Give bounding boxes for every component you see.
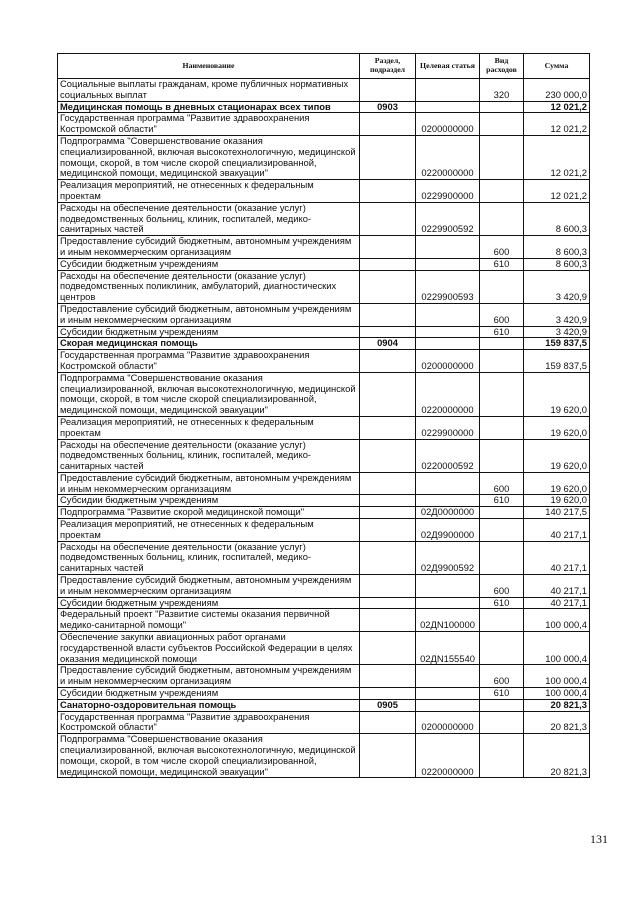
cell-section: [360, 597, 416, 609]
cell-section: [360, 350, 416, 373]
table-row: [58, 258, 590, 270]
cell-name: Предоставление субсидий бюджетным, автономным учреждениям и иным некоммерческим организациям: [58, 575, 360, 598]
cell-name: Подпрограмма "Совершенствование оказания специализированной, включая высокотехнологичную, медицинской помощи, скорой, в том числе скорой специализированной, медицинской помощи, медицинской эвакуации": [58, 372, 360, 416]
table-body: [58, 79, 590, 778]
cell-sum: 12 021,2: [524, 135, 590, 179]
cell-kind: 600: [480, 575, 524, 598]
cell-name: Расходы на обеспечение деятельности (оказание услуг) подведомственных больниц, клиник, госпиталей, медико-санитарных частей: [58, 439, 360, 472]
cell-sum: 8 600,3: [524, 258, 590, 270]
cell-name: Обеспечение закупки авиационных работ органами государственной власти субъектов Российской Федерации в целях оказания медицинской помощи: [58, 632, 360, 665]
cell-sum: 40 217,1: [524, 519, 590, 542]
table-row: [58, 699, 590, 711]
cell-name: Расходы на обеспечение деятельности (оказание услуг) подведомственных больниц, клиник, госпиталей, медико-санитарных частей: [58, 541, 360, 574]
cell-sum: 19 620,0: [524, 416, 590, 439]
cell-sum: 19 620,0: [524, 372, 590, 416]
table-row: [58, 472, 590, 495]
cell-kind: 610: [480, 688, 524, 700]
cell-target: 0220000000: [416, 372, 480, 416]
cell-section: [360, 575, 416, 598]
cell-name: Реализация мероприятий, не отнесенных к федеральным проектам: [58, 180, 360, 203]
cell-target: 0220000592: [416, 439, 480, 472]
cell-sum: 3 420,9: [524, 326, 590, 338]
cell-sum: 100 000,4: [524, 609, 590, 632]
table-row: [58, 597, 590, 609]
cell-target: [416, 258, 480, 270]
cell-kind: [480, 113, 524, 136]
cell-sum: 40 217,1: [524, 575, 590, 598]
cell-section: [360, 495, 416, 507]
cell-kind: 610: [480, 597, 524, 609]
cell-sum: 230 000,0: [524, 79, 590, 102]
table-row: [58, 416, 590, 439]
header-sum: Сумма: [524, 54, 590, 79]
cell-target: 02Д9900592: [416, 541, 480, 574]
cell-name: Предоставление субсидий бюджетным, автономным учреждениям и иным некоммерческим организациям: [58, 236, 360, 259]
budget-table: [57, 53, 590, 778]
table-row: [58, 113, 590, 136]
table-row: [58, 101, 590, 113]
table-row: [58, 135, 590, 179]
cell-target: [416, 495, 480, 507]
cell-target: 0220000000: [416, 135, 480, 179]
cell-sum: 20 821,3: [524, 711, 590, 734]
cell-name: Расходы на обеспечение деятельности (оказание услуг) подведомственных больниц, клиник, госпиталей, медико-санитарных частей: [58, 202, 360, 235]
cell-target: 0200000000: [416, 711, 480, 734]
cell-sum: 159 837,5: [524, 350, 590, 373]
cell-target: 0229900000: [416, 180, 480, 203]
cell-name: Государственная программа "Развитие здравоохранения Костромской области": [58, 711, 360, 734]
table-row: [58, 326, 590, 338]
cell-target: [416, 101, 480, 113]
cell-name: Предоставление субсидий бюджетным, автономным учреждениям и иным некоммерческим организациям: [58, 665, 360, 688]
cell-kind: [480, 416, 524, 439]
cell-name: Подпрограмма "Совершенствование оказания специализированной, включая высокотехнологичную, медицинской помощи, скорой, в том числе скорой специализированной, медицинской помощи, медицинской эвакуации": [58, 734, 360, 778]
cell-section: [360, 519, 416, 542]
cell-target: [416, 699, 480, 711]
cell-kind: [480, 519, 524, 542]
cell-target: [416, 326, 480, 338]
cell-target: [416, 338, 480, 350]
cell-section: [360, 609, 416, 632]
cell-section: [360, 180, 416, 203]
table-row: [58, 338, 590, 350]
cell-kind: [480, 180, 524, 203]
cell-kind: [480, 699, 524, 711]
table-row: [58, 439, 590, 472]
cell-name: Подпрограмма "Совершенствование оказания специализированной, включая высокотехнологичную, медицинской помощи, скорой, в том числе скорой специализированной, медицинской помощи, медицинской эвакуации": [58, 135, 360, 179]
cell-sum: 8 600,3: [524, 236, 590, 259]
cell-name: Реализация мероприятий, не отнесенных к федеральным проектам: [58, 519, 360, 542]
page-number: 131: [590, 832, 608, 846]
table-row: [58, 372, 590, 416]
cell-section: [360, 258, 416, 270]
cell-name: Государственная программа "Развитие здравоохранения Костромской области": [58, 113, 360, 136]
cell-section: 0904: [360, 338, 416, 350]
cell-section: 0905: [360, 699, 416, 711]
cell-sum: 100 000,4: [524, 688, 590, 700]
cell-section: [360, 270, 416, 303]
cell-sum: 12 021,2: [524, 113, 590, 136]
cell-kind: [480, 270, 524, 303]
cell-sum: 140 217,5: [524, 507, 590, 519]
cell-section: [360, 236, 416, 259]
cell-name: Субсидии бюджетным учреждениям: [58, 597, 360, 609]
cell-name: Подпрограмма "Развитие скорой медицинской помощи": [58, 507, 360, 519]
table-row: [58, 575, 590, 598]
cell-section: [360, 711, 416, 734]
table-row: [58, 632, 590, 665]
cell-kind: [480, 541, 524, 574]
cell-name: Федеральный проект "Развитие системы оказания первичной медико-санитарной помощи": [58, 609, 360, 632]
cell-target: [416, 665, 480, 688]
cell-target: [416, 79, 480, 102]
cell-target: [416, 472, 480, 495]
cell-kind: 600: [480, 303, 524, 326]
cell-target: 02ДN100000: [416, 609, 480, 632]
cell-name: Санаторно-оздоровительная помощь: [58, 699, 360, 711]
cell-section: 0903: [360, 101, 416, 113]
cell-kind: [480, 350, 524, 373]
cell-sum: 19 620,0: [524, 439, 590, 472]
cell-sum: 19 620,0: [524, 472, 590, 495]
table-row: [58, 711, 590, 734]
cell-kind: 610: [480, 258, 524, 270]
table-row: [58, 495, 590, 507]
cell-sum: 19 620,0: [524, 495, 590, 507]
cell-section: [360, 202, 416, 235]
cell-kind: [480, 101, 524, 113]
table-row: [58, 541, 590, 574]
cell-kind: [480, 632, 524, 665]
cell-section: [360, 303, 416, 326]
cell-sum: 40 217,1: [524, 541, 590, 574]
cell-section: [360, 734, 416, 778]
cell-kind: [480, 711, 524, 734]
cell-sum: 8 600,3: [524, 202, 590, 235]
cell-name: Социальные выплаты гражданам, кроме публичных нормативных социальных выплат: [58, 79, 360, 102]
cell-name: Субсидии бюджетным учреждениям: [58, 258, 360, 270]
cell-sum: 3 420,9: [524, 303, 590, 326]
cell-kind: [480, 372, 524, 416]
cell-name: Субсидии бюджетным учреждениям: [58, 688, 360, 700]
cell-name: Расходы на обеспечение деятельности (оказание услуг) подведомственных поликлиник, амбулаторий, диагностических центров: [58, 270, 360, 303]
table-row: [58, 303, 590, 326]
table-row: [58, 180, 590, 203]
cell-kind: [480, 202, 524, 235]
cell-sum: 12 021,2: [524, 180, 590, 203]
cell-name: Медицинская помощь в дневных стационарах всех типов: [58, 101, 360, 113]
cell-name: Реализация мероприятий, не отнесенных к федеральным проектам: [58, 416, 360, 439]
cell-section: [360, 372, 416, 416]
cell-name: Предоставление субсидий бюджетным, автономным учреждениям и иным некоммерческим организациям: [58, 303, 360, 326]
header-name: Наименование: [58, 54, 360, 79]
table-row: [58, 734, 590, 778]
header-section: Раздел, подраздел: [360, 54, 416, 79]
cell-target: [416, 597, 480, 609]
cell-section: [360, 507, 416, 519]
cell-kind: 600: [480, 665, 524, 688]
cell-target: 0200000000: [416, 113, 480, 136]
cell-target: [416, 575, 480, 598]
header-kind: Вид расходов: [480, 54, 524, 79]
cell-kind: 610: [480, 326, 524, 338]
cell-sum: 20 821,3: [524, 734, 590, 778]
cell-target: 02Д9900000: [416, 519, 480, 542]
cell-target: 0229900592: [416, 202, 480, 235]
cell-sum: 12 021,2: [524, 101, 590, 113]
cell-section: [360, 79, 416, 102]
cell-section: [360, 113, 416, 136]
cell-name: Скорая медицинская помощь: [58, 338, 360, 350]
table-row: [58, 519, 590, 542]
table-row: [58, 236, 590, 259]
cell-section: [360, 688, 416, 700]
header-target: Целевая статья: [416, 54, 480, 79]
cell-sum: 40 217,1: [524, 597, 590, 609]
cell-target: 02Д0000000: [416, 507, 480, 519]
cell-target: [416, 236, 480, 259]
cell-section: [360, 326, 416, 338]
cell-target: [416, 688, 480, 700]
cell-section: [360, 632, 416, 665]
cell-target: 0200000000: [416, 350, 480, 373]
cell-name: Субсидии бюджетным учреждениям: [58, 495, 360, 507]
table-row: [58, 350, 590, 373]
cell-name: Субсидии бюджетным учреждениям: [58, 326, 360, 338]
table-row: [58, 688, 590, 700]
cell-sum: 3 420,9: [524, 270, 590, 303]
table-row: [58, 665, 590, 688]
table-row: [58, 507, 590, 519]
cell-sum: 159 837,5: [524, 338, 590, 350]
cell-target: 0220000000: [416, 734, 480, 778]
cell-kind: 600: [480, 236, 524, 259]
cell-section: [360, 135, 416, 179]
cell-target: [416, 303, 480, 326]
cell-sum: 100 000,4: [524, 632, 590, 665]
cell-kind: [480, 609, 524, 632]
cell-sum: 100 000,4: [524, 665, 590, 688]
cell-kind: [480, 734, 524, 778]
cell-section: [360, 665, 416, 688]
cell-kind: 320: [480, 79, 524, 102]
cell-kind: 600: [480, 472, 524, 495]
cell-section: [360, 439, 416, 472]
cell-name: Государственная программа "Развитие здравоохранения Костромской области": [58, 350, 360, 373]
cell-kind: [480, 507, 524, 519]
cell-target: 0229900593: [416, 270, 480, 303]
cell-section: [360, 541, 416, 574]
cell-kind: [480, 338, 524, 350]
table-row: [58, 270, 590, 303]
cell-section: [360, 416, 416, 439]
cell-section: [360, 472, 416, 495]
table-header-row: [58, 54, 590, 79]
cell-name: Предоставление субсидий бюджетным, автономным учреждениям и иным некоммерческим организациям: [58, 472, 360, 495]
table-row: [58, 79, 590, 102]
cell-sum: 20 821,3: [524, 699, 590, 711]
cell-kind: 610: [480, 495, 524, 507]
table-row: [58, 609, 590, 632]
cell-kind: [480, 439, 524, 472]
cell-target: 02ДN155540: [416, 632, 480, 665]
table-row: [58, 202, 590, 235]
cell-kind: [480, 135, 524, 179]
cell-target: 0229900000: [416, 416, 480, 439]
